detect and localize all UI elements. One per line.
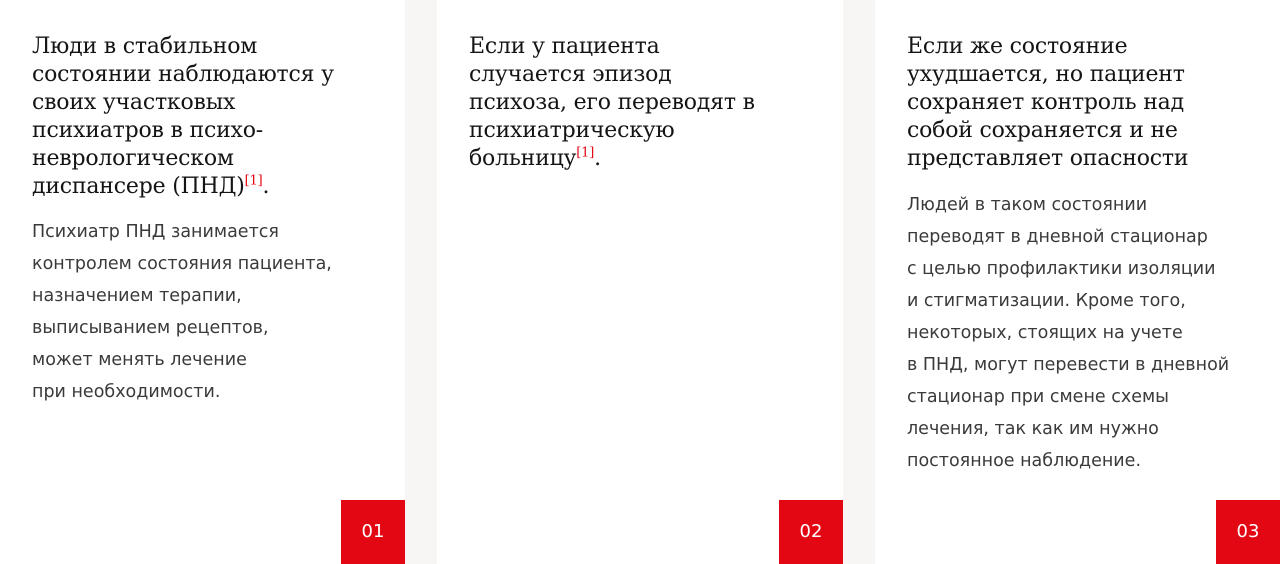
card-heading-text: Если у пациента случается эпизод психоза, его переводят в психиатрическую больницу xyxy=(469,34,755,171)
reference-link[interactable]: [1] xyxy=(576,145,595,161)
card-worsening-condition xyxy=(875,0,1280,564)
reference-link[interactable]: [1] xyxy=(244,173,263,189)
card-heading xyxy=(32,33,362,201)
card-heading-text: Если же состояние ухудшается, но пациент сохраняет контроль над собой сохраняется и не представляет опасности xyxy=(907,34,1189,171)
heading-period: . xyxy=(262,174,270,199)
card-stable-condition xyxy=(0,0,405,564)
card-heading xyxy=(469,33,769,173)
heading-period: . xyxy=(594,146,601,171)
card-number-badge: 02 xyxy=(779,500,843,564)
card-number-badge: 01 xyxy=(341,500,405,564)
card-body: Психиатр ПНД занимается контролем состояния пациента, назначением терапии, выписыванием рецептов, может менять лечение при необходимости. xyxy=(32,222,332,402)
card-heading-text: Люди в стабильном состоянии наблюдаются у своих участковых психиатров в психо-неврологическом диспансере (ПНД) xyxy=(32,34,334,199)
card-number-badge: 03 xyxy=(1216,500,1280,564)
card-heading xyxy=(907,33,1247,173)
card-psychosis-episode xyxy=(437,0,843,564)
card-body: Людей в таком состоянии переводят в дневной стационар с целью профилактики изоляции и стигматизации. Кроме того, некоторых, стоящих на учете в ПНД, могут перевести в дневной стационар при смене схемы лечения, так как им нужно постоянное наблюдение. xyxy=(907,195,1230,471)
